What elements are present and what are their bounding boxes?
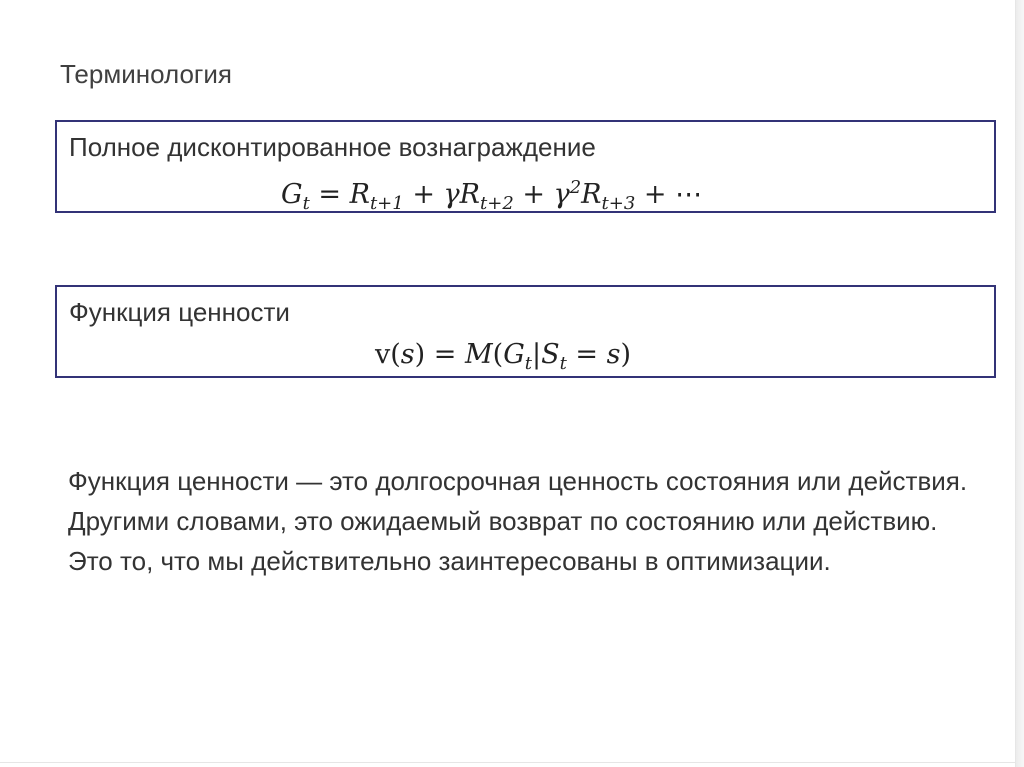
discounted-reward-label: Полное дисконтированное вознаграждение <box>69 132 596 162</box>
explanation-paragraph: Функция ценности — это долгосрочная ценность состояния или действия. Другими словами, это ожидаемый возврат по состоянию или действию. Это то, что мы действительно заинтересованы в оптимизации. <box>68 466 968 576</box>
slide-bottom-edge <box>0 762 1016 763</box>
discounted-reward-box <box>55 120 996 213</box>
value-function-label: Функция ценности <box>69 297 290 327</box>
slide-right-shadow <box>1016 0 1024 767</box>
value-function-formula: $v(s) = M(G_t|S_t = s)$ <box>375 339 632 374</box>
slide-title: Терминология <box>60 59 232 89</box>
discounted-reward-formula: $G_t = R_{t+1} + \gamma R_{t+2} + \gamma^2R_{t+3}$ + ⋯ <box>281 177 703 214</box>
value-function-box <box>55 285 996 378</box>
